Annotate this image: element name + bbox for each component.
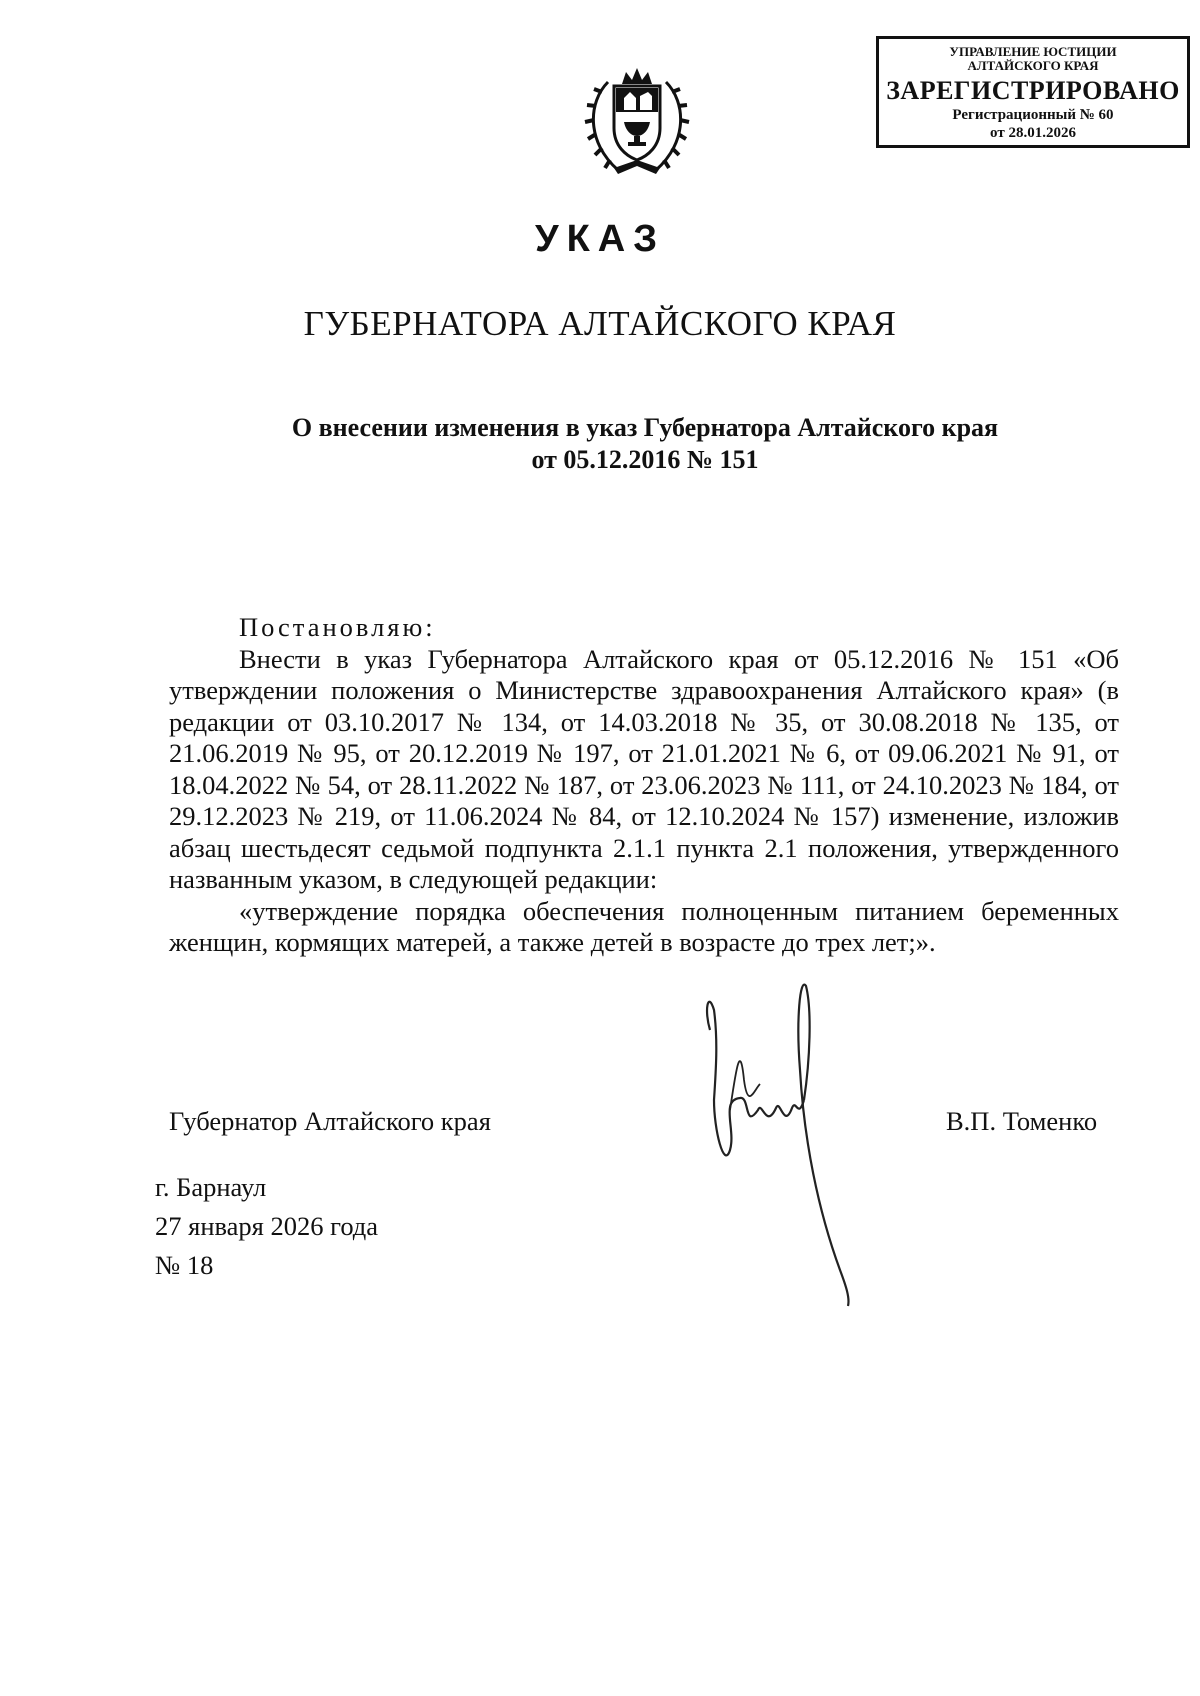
stamp-reg-date: от 28.01.2026 [990, 125, 1076, 141]
stamp-reg-number: Регистрационный № 60 [952, 107, 1114, 123]
coat-of-arms-icon [578, 62, 696, 180]
handwritten-signature [700, 980, 920, 1320]
stamp-status: ЗАРЕГИСТРИРОВАНО [886, 76, 1180, 105]
stamp-org-line2: АЛТАЙСКОГО КРАЯ [967, 58, 1099, 73]
document-heading [0, 412, 1200, 476]
decree-number: № 18 [155, 1250, 214, 1280]
document-subtitle: ГУБЕРНАТОРА АЛТАЙСКОГО КРАЯ [303, 304, 897, 343]
registration-stamp [876, 36, 1190, 148]
body-paragraph-2: «утверждение порядка обеспечения полноценным питанием беременных женщин, кормящих матерей, а также детей в возрасте до трех лет;». [169, 895, 1119, 957]
heading-line-1: О внесении изменения в указ Губернатора Алтайского края [291, 413, 999, 442]
stamp-org-line1: УПРАВЛЕНИЕ ЮСТИЦИИ [949, 44, 1117, 59]
document-body [169, 612, 1119, 959]
heading-line-2: от 05.12.2016 № 151 [531, 445, 759, 474]
decree-word: Постановляю: [239, 612, 436, 642]
signer-name: В.П. Томенко [946, 1106, 1098, 1136]
document-title: УКАЗ [534, 218, 666, 260]
decree-date: 27 января 2026 года [155, 1211, 379, 1241]
document-place-date [155, 1168, 378, 1285]
signer-title: Губернатор Алтайского края [169, 1106, 491, 1136]
city: г. Барнаул [155, 1172, 267, 1202]
body-paragraph-1: Внести в указ Губернатора Алтайского края от 05.12.2016 № 151 «Об утверждении положения о Министерстве здравоохранения Алтайского края» (в редакции от 03.10.2017 № 134, от 14.03.2018 № 35, от 30.08.2018 № 135, от 21.06.2019 № 95, от 20.12.2019 № 197, от 21.01.2021 № 6, от 09.06.2021 № 91, от 18.04.2022 № 54, от 28.11.2022 № 187, от 23.06.2023 № 111, от 24.10.2023 № 184, от 29.12.2023 № 219, от 11.06.2024 № 84, от 12.10.2024 № 157) изменение, изложив абзац шестьдесят седьмой подпункта 2.1.1 пункта 2.1 положения, утвержденного названным указом, в следующей редакции: [169, 643, 1119, 894]
